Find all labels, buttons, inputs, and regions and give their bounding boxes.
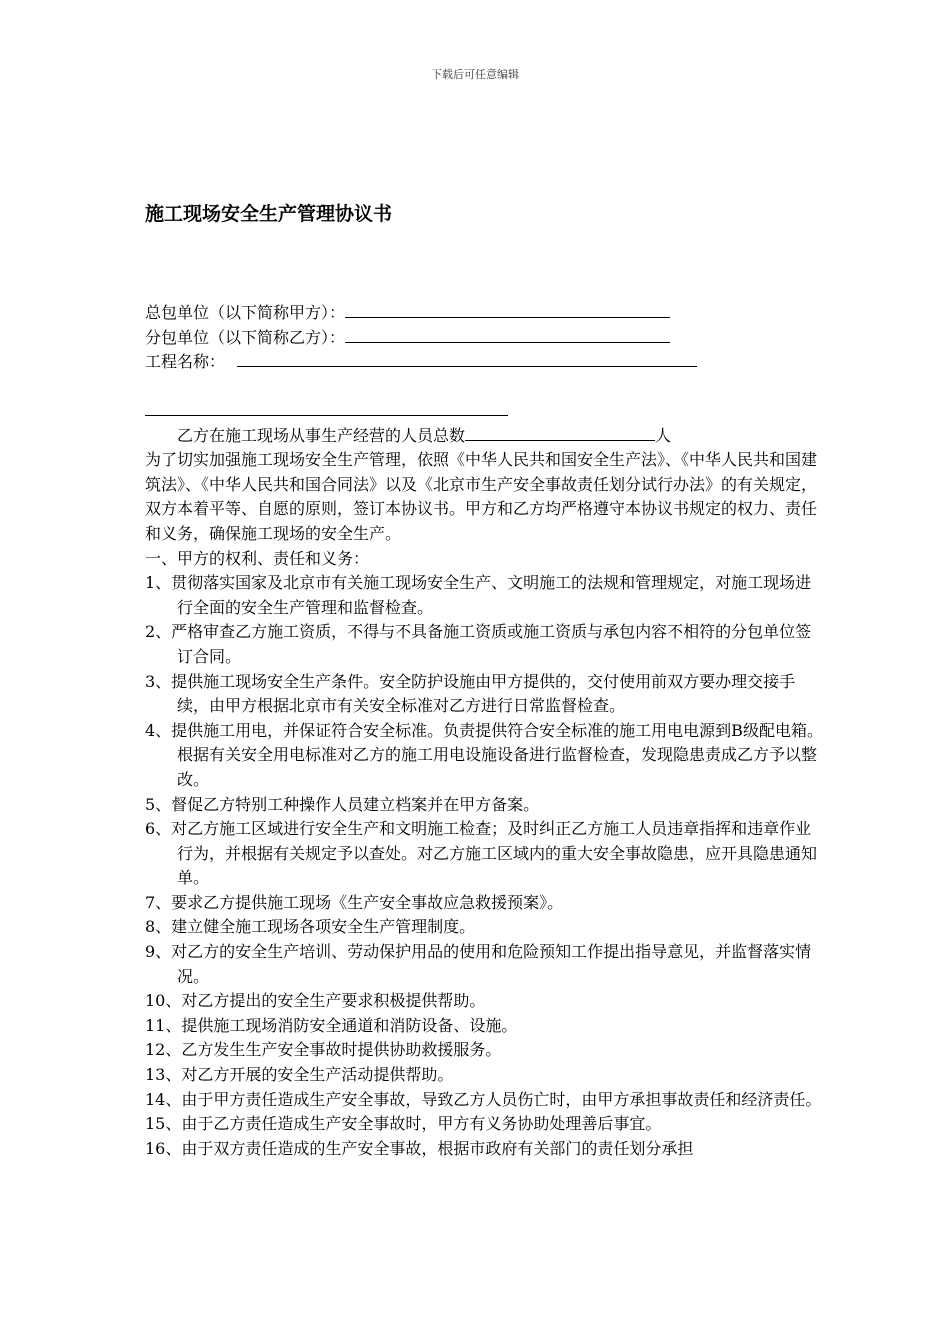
list-item: 2、严格审查乙方施工资质，不得与不具备施工资质或施工资质与承包内容不相符的分包单位签订合同。 <box>145 622 812 666</box>
party-fields <box>145 300 825 374</box>
subcontractor-label: 分包单位（以下简称乙方）： <box>145 327 346 347</box>
list-item: 6、对乙方施工区域进行安全生产和文明施工检查；及时纠正乙方施工人员违章指挥和违章作业行为，并根据有关规定予以查处。对乙方施工区域内的重大安全事故隐患，应开具隐患通知单。 <box>145 819 818 888</box>
headcount-blank <box>465 423 655 441</box>
list-item: 15、由于乙方责任造成生产安全事故时，甲方有义务协助处理善后事宜。 <box>145 1114 662 1134</box>
list-item: 13、对乙方开展的安全生产活动提供帮助。 <box>145 1065 454 1085</box>
subcontractor-blank <box>345 325 670 343</box>
intro-paragraph: 为了切实加强施工现场安全生产管理，依照《中华人民共和国安全生产法》、《中华人民共和国建筑法》、《中华人民共和国合同法》以及《北京市生产安全事故责任划分试行办法》的有关规定，双方本着平等、自愿的原则，签订本协议书。甲方和乙方均严格遵守本协议书规定的权力、责任和义务，确保施工现场的安全生产。 <box>145 450 818 543</box>
list-item: 8、建立健全施工现场各项安全生产管理制度。 <box>145 917 476 937</box>
list-item: 4、提供施工用电，并保证符合安全标准。负责提供符合安全标准的施工用电电源到B级配电箱。根据有关安全用电标准对乙方的施工用电设施设备进行监督检查，发现隐患责成乙方予以整改。 <box>145 720 823 789</box>
agreement-body <box>145 398 825 1161</box>
subcontractor-line <box>145 325 825 350</box>
general-contractor-blank <box>345 300 670 318</box>
project-name-blank <box>237 349 697 367</box>
list-item: 16、由于双方责任造成的生产安全事故，根据市政府有关部门的责任划分承担 <box>145 1138 694 1158</box>
section-one-list <box>145 571 825 1161</box>
document-title: 施工现场安全生产管理协议书 <box>145 203 393 225</box>
project-name-continuation-line <box>145 398 825 423</box>
header-note: 下载后可任意编辑 <box>431 68 519 81</box>
list-item: 11、提供施工现场消防安全通道和消防设备、设施。 <box>145 1015 518 1035</box>
headcount-prefix: 乙方在施工现场从事生产经营的人员总数 <box>177 425 466 445</box>
list-item: 14、由于甲方责任造成生产安全事故，导致乙方人员伤亡时，由甲方承担事故责任和经济责任。 <box>145 1089 822 1109</box>
section-one-heading: 一、甲方的权利、责任和义务： <box>145 548 370 568</box>
headcount-line <box>145 423 825 449</box>
general-contractor-label: 总包单位（以下简称甲方）： <box>145 303 346 322</box>
project-name-line <box>145 349 825 374</box>
general-contractor-line <box>145 300 825 325</box>
list-item: 10、对乙方提出的安全生产要求积极提供帮助。 <box>145 991 486 1011</box>
list-item: 9、对乙方的安全生产培训、劳动保护用品的使用和危险预知工作提出指导意见，并监督落实情况。 <box>145 942 812 986</box>
list-item: 3、提供施工现场安全生产条件。安全防护设施由甲方提供的，交付使用前双方要办理交接手续，由甲方根据北京市有关安全标准对乙方进行日常监督检查。 <box>145 671 796 716</box>
list-item: 7、要求乙方提供施工现场《生产安全事故应急救援预案》。 <box>145 892 564 912</box>
list-item: 1、贯彻落实国家及北京市有关施工现场安全生产、文明施工的法规和管理规定，对施工现场进行全面的安全生产管理和监督检查。 <box>145 573 812 617</box>
project-name-label: 工程名称： <box>145 352 226 372</box>
list-item: 5、督促乙方特别工种操作人员建立档案并在甲方备案。 <box>145 794 540 814</box>
project-name-continuation-blank <box>145 398 508 416</box>
headcount-suffix: 人 <box>655 425 672 445</box>
list-item: 12、乙方发生生产安全事故时提供协助救援服务。 <box>145 1040 502 1060</box>
